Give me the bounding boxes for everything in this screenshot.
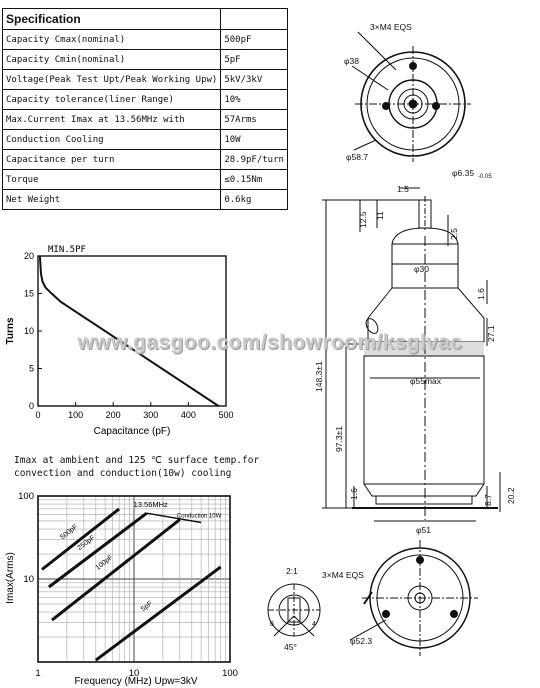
spec-label: Torque: [3, 170, 221, 190]
spec-header-blank: [221, 9, 288, 30]
spec-value: 5kV/3kV: [221, 70, 288, 90]
spec-row: [3, 50, 288, 70]
y-tick-label: 10: [23, 326, 34, 336]
spec-value: 10W: [221, 130, 288, 150]
label-dim-148-3: 148.3±1: [314, 361, 324, 392]
spec-row: [3, 30, 288, 50]
y-tick-label: 20: [23, 251, 34, 261]
spec-label: Conduction Cooling: [3, 130, 221, 150]
spec-title: Specification: [3, 9, 221, 30]
series-label: 250pF: [76, 534, 97, 552]
spec-table: [2, 8, 288, 210]
chart1-y-axis-label: Turns: [5, 317, 16, 345]
series-line: [96, 567, 221, 660]
y-tick-label: 15: [23, 288, 34, 299]
x-tick-label: 500: [218, 410, 234, 420]
label-shaft-t: 4: [312, 621, 316, 628]
imax-caption: [14, 454, 284, 480]
label-dim-1-6-top: 1.6: [476, 288, 486, 300]
y-tick-label: 100: [18, 491, 34, 502]
spec-label: Net Weight: [3, 190, 221, 210]
spec-label: Capacity Cmin(nominal): [3, 50, 221, 70]
x-tick-label: 400: [180, 410, 196, 420]
watermark: www.gasgoo.com/showroom/ksglvac: [77, 331, 463, 354]
spec-row: [3, 170, 288, 190]
x-tick-label: 10: [128, 668, 140, 679]
label-top-screws: 3×M4 EQS: [370, 22, 412, 32]
spec-label: Capacity tolerance(liner Range): [3, 90, 221, 110]
label-dim-8-7: 8.7: [483, 494, 493, 506]
label-phi55: φ55max: [410, 376, 442, 386]
x-tick-label: 100: [68, 410, 84, 420]
spec-row: [3, 90, 288, 110]
chart1-x-axis-label: Capacitance (pF): [93, 426, 171, 437]
spec-value: 0.6kg: [221, 190, 288, 210]
label-bottom-screws: 3×M4 EQS: [322, 570, 364, 580]
label-phi52-3: φ52.3: [350, 636, 373, 646]
label-phi58-7: φ58.7: [346, 152, 369, 162]
x-tick-label: 300: [143, 410, 159, 420]
x-tick-label: 0: [35, 410, 41, 420]
imax-caption-line2: convection and conduction(10w) cooling: [14, 468, 232, 479]
label-dim-97-3: 97.3±1: [334, 426, 344, 452]
label-dim-11: 11: [375, 211, 385, 220]
spec-row: [3, 190, 288, 210]
imax-frequency-chart: [0, 484, 250, 688]
series-label: 500pF: [59, 523, 80, 542]
label-angle: 45°: [284, 642, 297, 652]
series-label: 5pF: [140, 600, 154, 614]
spec-header-row: [3, 9, 288, 30]
spec-value: 57Arms: [221, 110, 288, 130]
shaft-detail: [268, 584, 320, 636]
x-tick-label: 100: [222, 668, 238, 679]
spec-value: 500pF: [221, 30, 288, 50]
spec-row: [3, 150, 288, 170]
spec-label: Max.Current Imax at 13.56MHz with: [3, 110, 221, 130]
chart2-x-axis-label: Frequency (MHz) Upw=3kV: [74, 676, 198, 687]
x-tick-label: 200: [105, 410, 121, 420]
label-phi30: φ30: [414, 264, 429, 274]
chart1-annotation: MIN.5PF: [48, 245, 86, 255]
label-shaft-dia: φ6.35: [452, 168, 475, 178]
label-scale: 2:1: [286, 566, 298, 576]
label-dim-27-1: 27.1: [486, 325, 496, 342]
spec-label: Capacitance per turn: [3, 150, 221, 170]
spec-row: [3, 130, 288, 150]
chart2-y-axis-label: Imax(Arms): [5, 552, 16, 604]
x-tick-label: 1: [35, 668, 41, 679]
label-dim-12-5: 12.5: [358, 211, 368, 228]
spec-value: ≤0.15Nm: [221, 170, 288, 190]
y-tick-label: 0: [28, 401, 34, 411]
spec-value: 10%: [221, 90, 288, 110]
series-label: 100pF: [94, 553, 115, 572]
spec-row: [3, 110, 288, 130]
imax-caption-line1: Imax at ambient and 125 ℃ surface temp.for: [14, 455, 260, 466]
label-dim-1-5: 1.5: [397, 184, 409, 194]
spec-row: [3, 70, 288, 90]
annotation-13-56mhz: 13.56MHz: [133, 500, 168, 509]
spec-value: 5pF: [221, 50, 288, 70]
spec-label: Capacity Cmax(nominal): [3, 30, 221, 50]
annotation-conduction: Conduction 10W: [176, 513, 222, 520]
label-shaft-tol: -0.05: [478, 174, 492, 180]
y-tick-label: 5: [28, 363, 34, 374]
label-phi38: φ38: [344, 56, 359, 66]
label-dim-20-2: 20.2: [506, 487, 516, 504]
spec-label: Voltage(Peak Test Upt/Peak Working Upw): [3, 70, 221, 90]
label-dim-2-5: 2.5: [449, 228, 459, 240]
label-dim-1-6-bottom: 1.6: [349, 488, 359, 500]
top-view: [352, 32, 471, 162]
y-tick-label: 10: [23, 574, 34, 585]
spec-value: 28.9pF/turn: [221, 150, 288, 170]
label-phi51: φ51: [416, 525, 431, 535]
label-shaft-s: 6: [270, 621, 274, 628]
